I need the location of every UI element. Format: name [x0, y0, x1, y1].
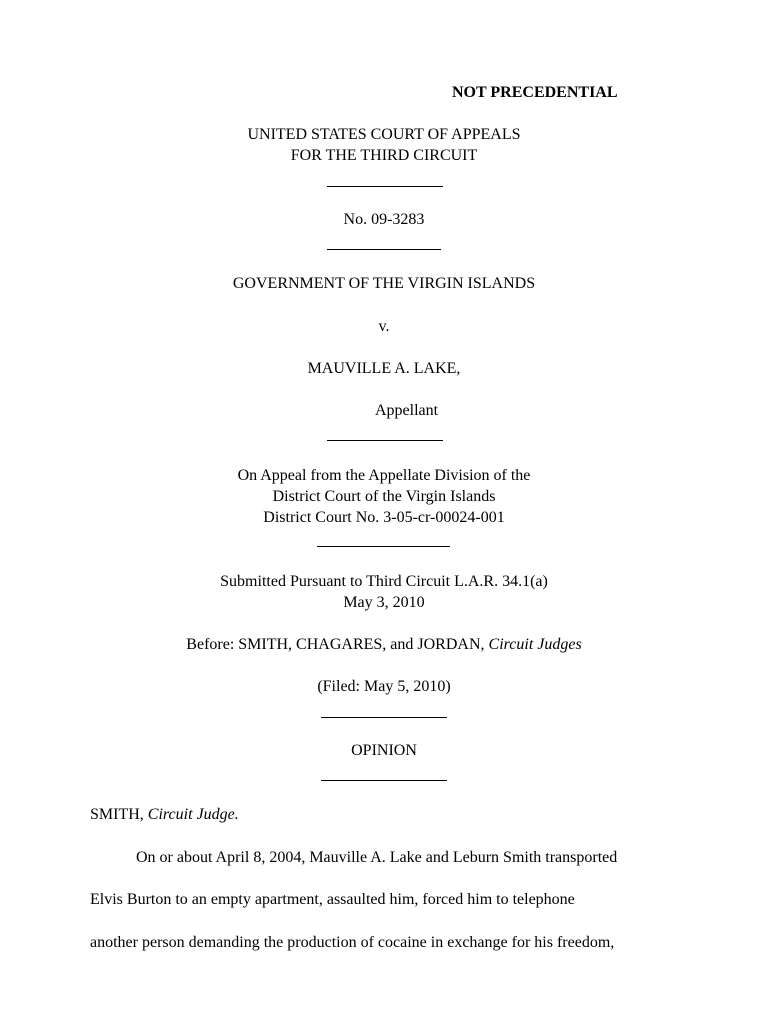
panel-title: Circuit Judges — [488, 636, 582, 653]
divider — [321, 717, 447, 718]
status-label: NOT PRECEDENTIAL — [452, 84, 618, 101]
plaintiff-name: GOVERNMENT OF THE VIRGIN ISLANDS — [232, 275, 536, 292]
panel-judges: Before: SMITH, CHAGARES, and JORDAN, — [186, 636, 489, 653]
author-name: SMITH, — [90, 806, 148, 823]
appeal-line3: District Court No. 3-05-cr-00024-001 — [263, 509, 505, 526]
author-title: Circuit Judge. — [147, 806, 239, 823]
versus-text: v. — [378, 318, 390, 335]
panel-line — [0, 635, 768, 655]
body-line: On or about April 8, 2004, Mauville A. Lake and Leburn Smith transported — [136, 849, 618, 866]
divider — [327, 440, 443, 441]
divider — [327, 249, 441, 250]
court-name-line2: FOR THE THIRD CIRCUIT — [290, 147, 478, 164]
body-line: Elvis Burton to an empty apartment, assaulted him, forced him to telephone — [90, 891, 575, 908]
submission-line: Submitted Pursuant to Third Circuit L.A.R. 34.1(a) — [220, 573, 548, 590]
appeal-line2: District Court of the Virgin Islands — [272, 488, 496, 505]
divider — [317, 546, 450, 547]
divider — [327, 186, 443, 187]
author-line — [90, 805, 239, 825]
appeal-line1: On Appeal from the Appellate Division of the — [237, 467, 531, 484]
divider — [321, 780, 447, 781]
case-number: No. 09-3283 — [343, 211, 425, 228]
body-line: another person demanding the production of cocaine in exchange for his freedom, — [90, 934, 615, 951]
filed-date: (Filed: May 5, 2010) — [317, 678, 451, 695]
court-name-line1: UNITED STATES COURT OF APPEALS — [247, 126, 521, 143]
opinion-heading: OPINION — [351, 742, 417, 759]
defendant-name: MAUVILLE A. LAKE, — [307, 360, 461, 377]
submission-date: May 3, 2010 — [343, 594, 425, 611]
defendant-role: Appellant — [375, 402, 439, 419]
